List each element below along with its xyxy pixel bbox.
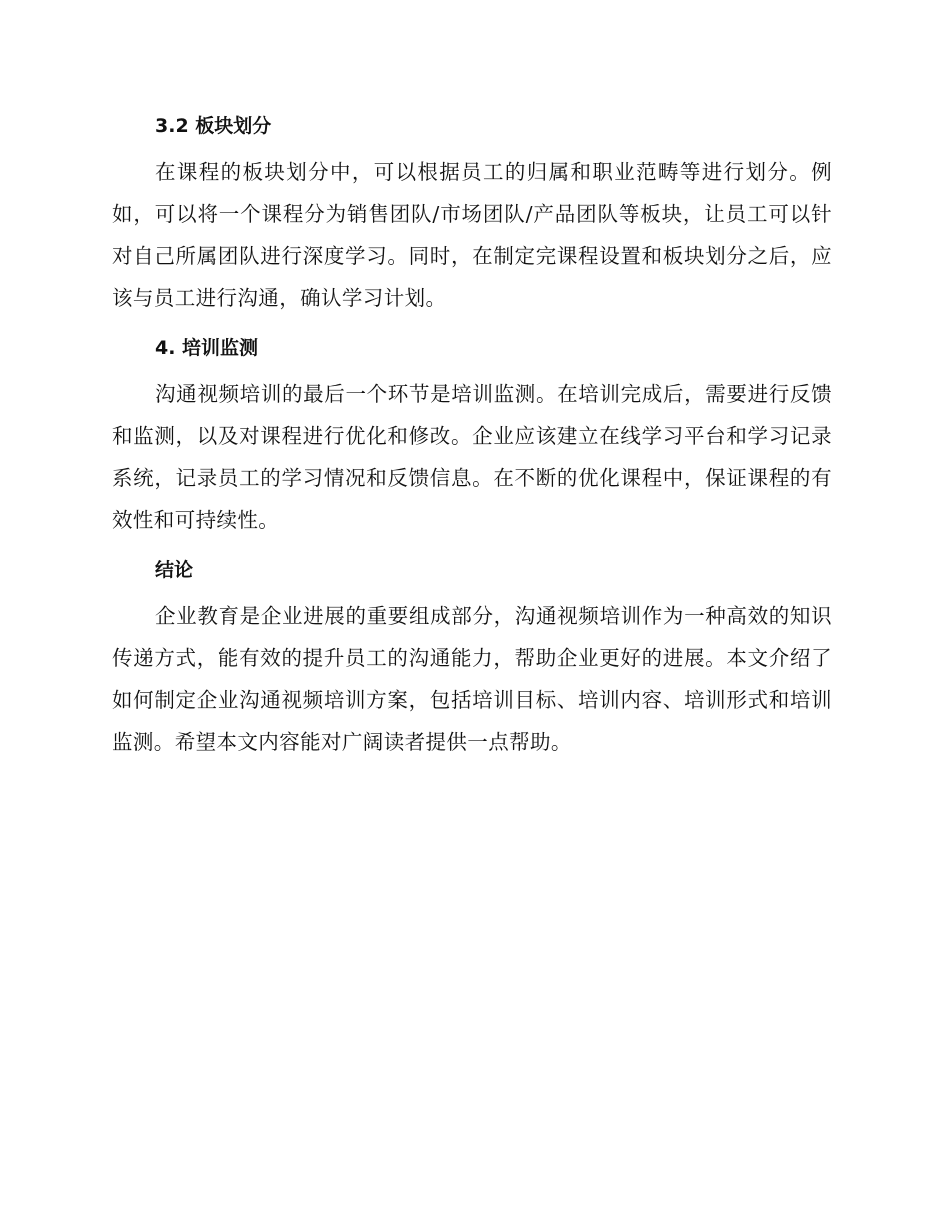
section-heading-board-division: 3.2 板块划分	[155, 115, 272, 137]
section-heading-conclusion: 结论	[155, 559, 194, 581]
section-paragraph-board-division: 在课程的板块划分中，可以根据员工的归属和职业范畴等进行划分。例如，可以将一个课程分为销售团队/市场团队/产品团队等板块，让员工可以针对自己所属团队进行深度学习。同时，在制定完课程设置和板块划分之后，应该与员工进行沟通，确认学习计划。	[112, 160, 832, 310]
document-body	[112, 111, 832, 777]
section-heading-training-monitoring: 4. 培训监测	[155, 337, 259, 359]
section-paragraph-conclusion: 企业教育是企业进展的重要组成部分，沟通视频培训作为一种高效的知识传递方式，能有效的提升员工的沟通能力，帮助企业更好的进展。本文介绍了如何制定企业沟通视频培训方案，包括培训目标、培训内容、培训形式和培训监测。希望本文内容能对广阔读者提供一点帮助。	[112, 604, 832, 754]
section-paragraph-training-monitoring: 沟通视频培训的最后一个环节是培训监测。在培训完成后，需要进行反馈和监测，以及对课程进行优化和修改。企业应该建立在线学习平台和学习记录系统，记录员工的学习情况和反馈信息。在不断的优化课程中，保证课程的有效性和可持续性。	[112, 382, 832, 532]
